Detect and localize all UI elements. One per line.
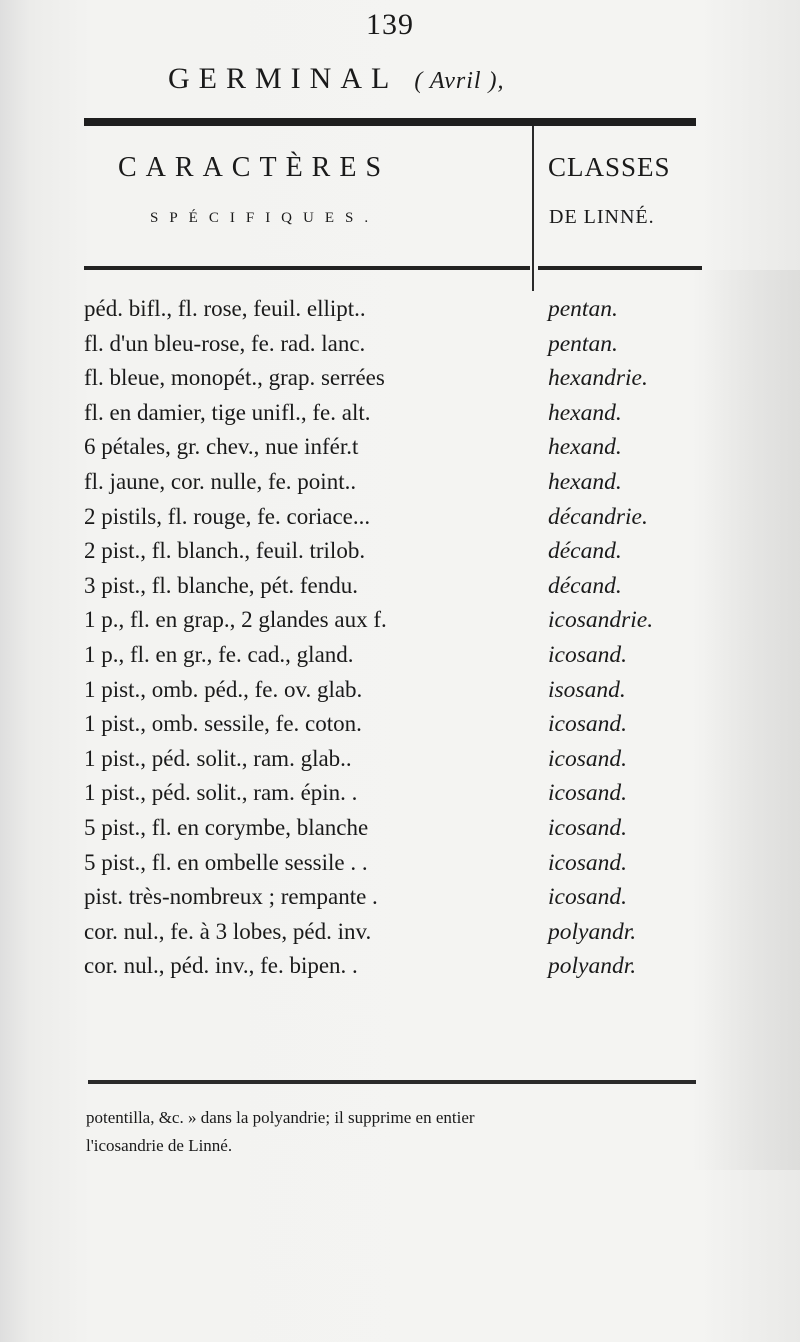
footnote <box>86 1104 706 1160</box>
table-row <box>84 673 714 708</box>
row-linnaean-class: hexand. <box>548 399 622 426</box>
table-row <box>84 500 714 535</box>
row-characters: 6 pétales, gr. chev., nue infér.t <box>84 434 359 460</box>
row-linnaean-class: pentan. <box>548 296 618 322</box>
table-row <box>84 292 714 327</box>
row-characters: cor. nul., péd. inv., fe. bipen. . <box>84 953 358 979</box>
table-row <box>84 361 714 396</box>
row-characters: 1 p., fl. en gr., fe. cad., gland. <box>84 641 354 667</box>
table-row <box>84 846 714 881</box>
row-characters: 3 pist., fl. blanche, pét. fendu. <box>84 572 359 598</box>
table-row <box>84 707 714 742</box>
footnote-line-2: l'icosandrie de Linné. <box>86 1136 233 1155</box>
row-characters: 5 pist., fl. en ombelle sessile . . <box>84 849 368 875</box>
row-linnaean-class: hexandrie. <box>548 365 648 392</box>
row-linnaean-class: icosand. <box>548 814 627 841</box>
footnote-rule <box>88 1080 696 1084</box>
row-linnaean-class: pentan. <box>548 330 618 357</box>
table-row <box>84 465 714 500</box>
row-linnaean-class: icosand. <box>548 780 627 807</box>
table-row <box>84 603 714 638</box>
table-row <box>84 915 714 950</box>
table-row <box>84 569 714 604</box>
table-row <box>84 776 714 811</box>
row-linnaean-class: décandrie. <box>548 503 648 530</box>
row-linnaean-class: icosand. <box>548 711 627 738</box>
row-linnaean-class: icosandrie. <box>548 607 654 634</box>
row-characters: 1 pist., omb. sessile, fe. coton. <box>84 711 362 737</box>
row-characters: fl. d'un bleu-rose, fe. rad. lanc. <box>84 330 366 356</box>
row-characters: fl. jaune, cor. nulle, fe. point.. <box>84 468 357 494</box>
header-linnaeus: DE LINNÉ. <box>549 206 655 228</box>
table-row <box>84 396 714 431</box>
table-row <box>84 534 714 569</box>
row-linnaean-class: icosand. <box>548 884 627 911</box>
table-row <box>84 811 714 846</box>
header-rule-top <box>84 118 696 126</box>
table-row <box>84 880 714 915</box>
row-characters: 2 pistils, fl. rouge, fe. coriace... <box>84 503 371 529</box>
row-characters: 1 pist., péd. solit., ram. glab.. <box>84 745 352 771</box>
row-characters: péd. bifl., fl. rose, feuil. ellipt.. <box>84 296 366 321</box>
header-rule-right <box>538 266 702 270</box>
row-characters: 1 pist., péd. solit., ram. épin. . <box>84 780 358 806</box>
table-row <box>84 327 714 362</box>
row-characters: fl. bleue, monopét., grap. serrées <box>84 365 385 391</box>
row-linnaean-class: hexand. <box>548 434 622 461</box>
row-characters: 5 pist., fl. en corymbe, blanche <box>84 814 369 840</box>
running-head-subtitle: ( Avril ), <box>414 68 505 94</box>
row-linnaean-class: hexand. <box>548 468 622 495</box>
row-linnaean-class: polyandr. <box>548 918 637 945</box>
row-characters: 1 pist., omb. péd., fe. ov. glab. <box>84 676 363 702</box>
row-characters: 2 pist., fl. blanch., feuil. trilob. <box>84 538 366 564</box>
row-characters: cor. nul., fe. à 3 lobes, péd. inv. <box>84 918 372 944</box>
footnote-line-1: potentilla, &c. » dans la polyandrie; il supprime en entier <box>86 1108 475 1127</box>
row-characters: 1 p., fl. en grap., 2 glandes aux f. <box>84 607 387 633</box>
row-linnaean-class: polyandr. <box>548 953 637 980</box>
row-linnaean-class: icosand. <box>548 641 627 668</box>
row-linnaean-class: isosand. <box>548 676 626 703</box>
row-linnaean-class: décand. <box>548 538 622 565</box>
header-specific: SPÉCIFIQUES. <box>150 210 380 226</box>
header-classes: CLASSES <box>548 152 671 182</box>
species-table <box>84 292 714 984</box>
header-characters: CARACTÈRES <box>118 152 391 183</box>
column-divider <box>532 126 534 291</box>
table-row <box>84 638 714 673</box>
header-rule-left <box>84 266 530 270</box>
running-head <box>168 62 628 96</box>
table-row <box>84 949 714 984</box>
page-number: 139 <box>366 8 414 41</box>
row-characters: pist. très-nombreux ; rempante . <box>84 884 378 910</box>
row-linnaean-class: icosand. <box>548 745 627 772</box>
row-linnaean-class: icosand. <box>548 849 627 876</box>
running-head-title: GERMINAL <box>168 62 399 95</box>
row-linnaean-class: décand. <box>548 572 622 599</box>
row-characters: fl. en damier, tige unifl., fe. alt. <box>84 399 371 425</box>
table-row <box>84 430 714 465</box>
table-row <box>84 742 714 777</box>
